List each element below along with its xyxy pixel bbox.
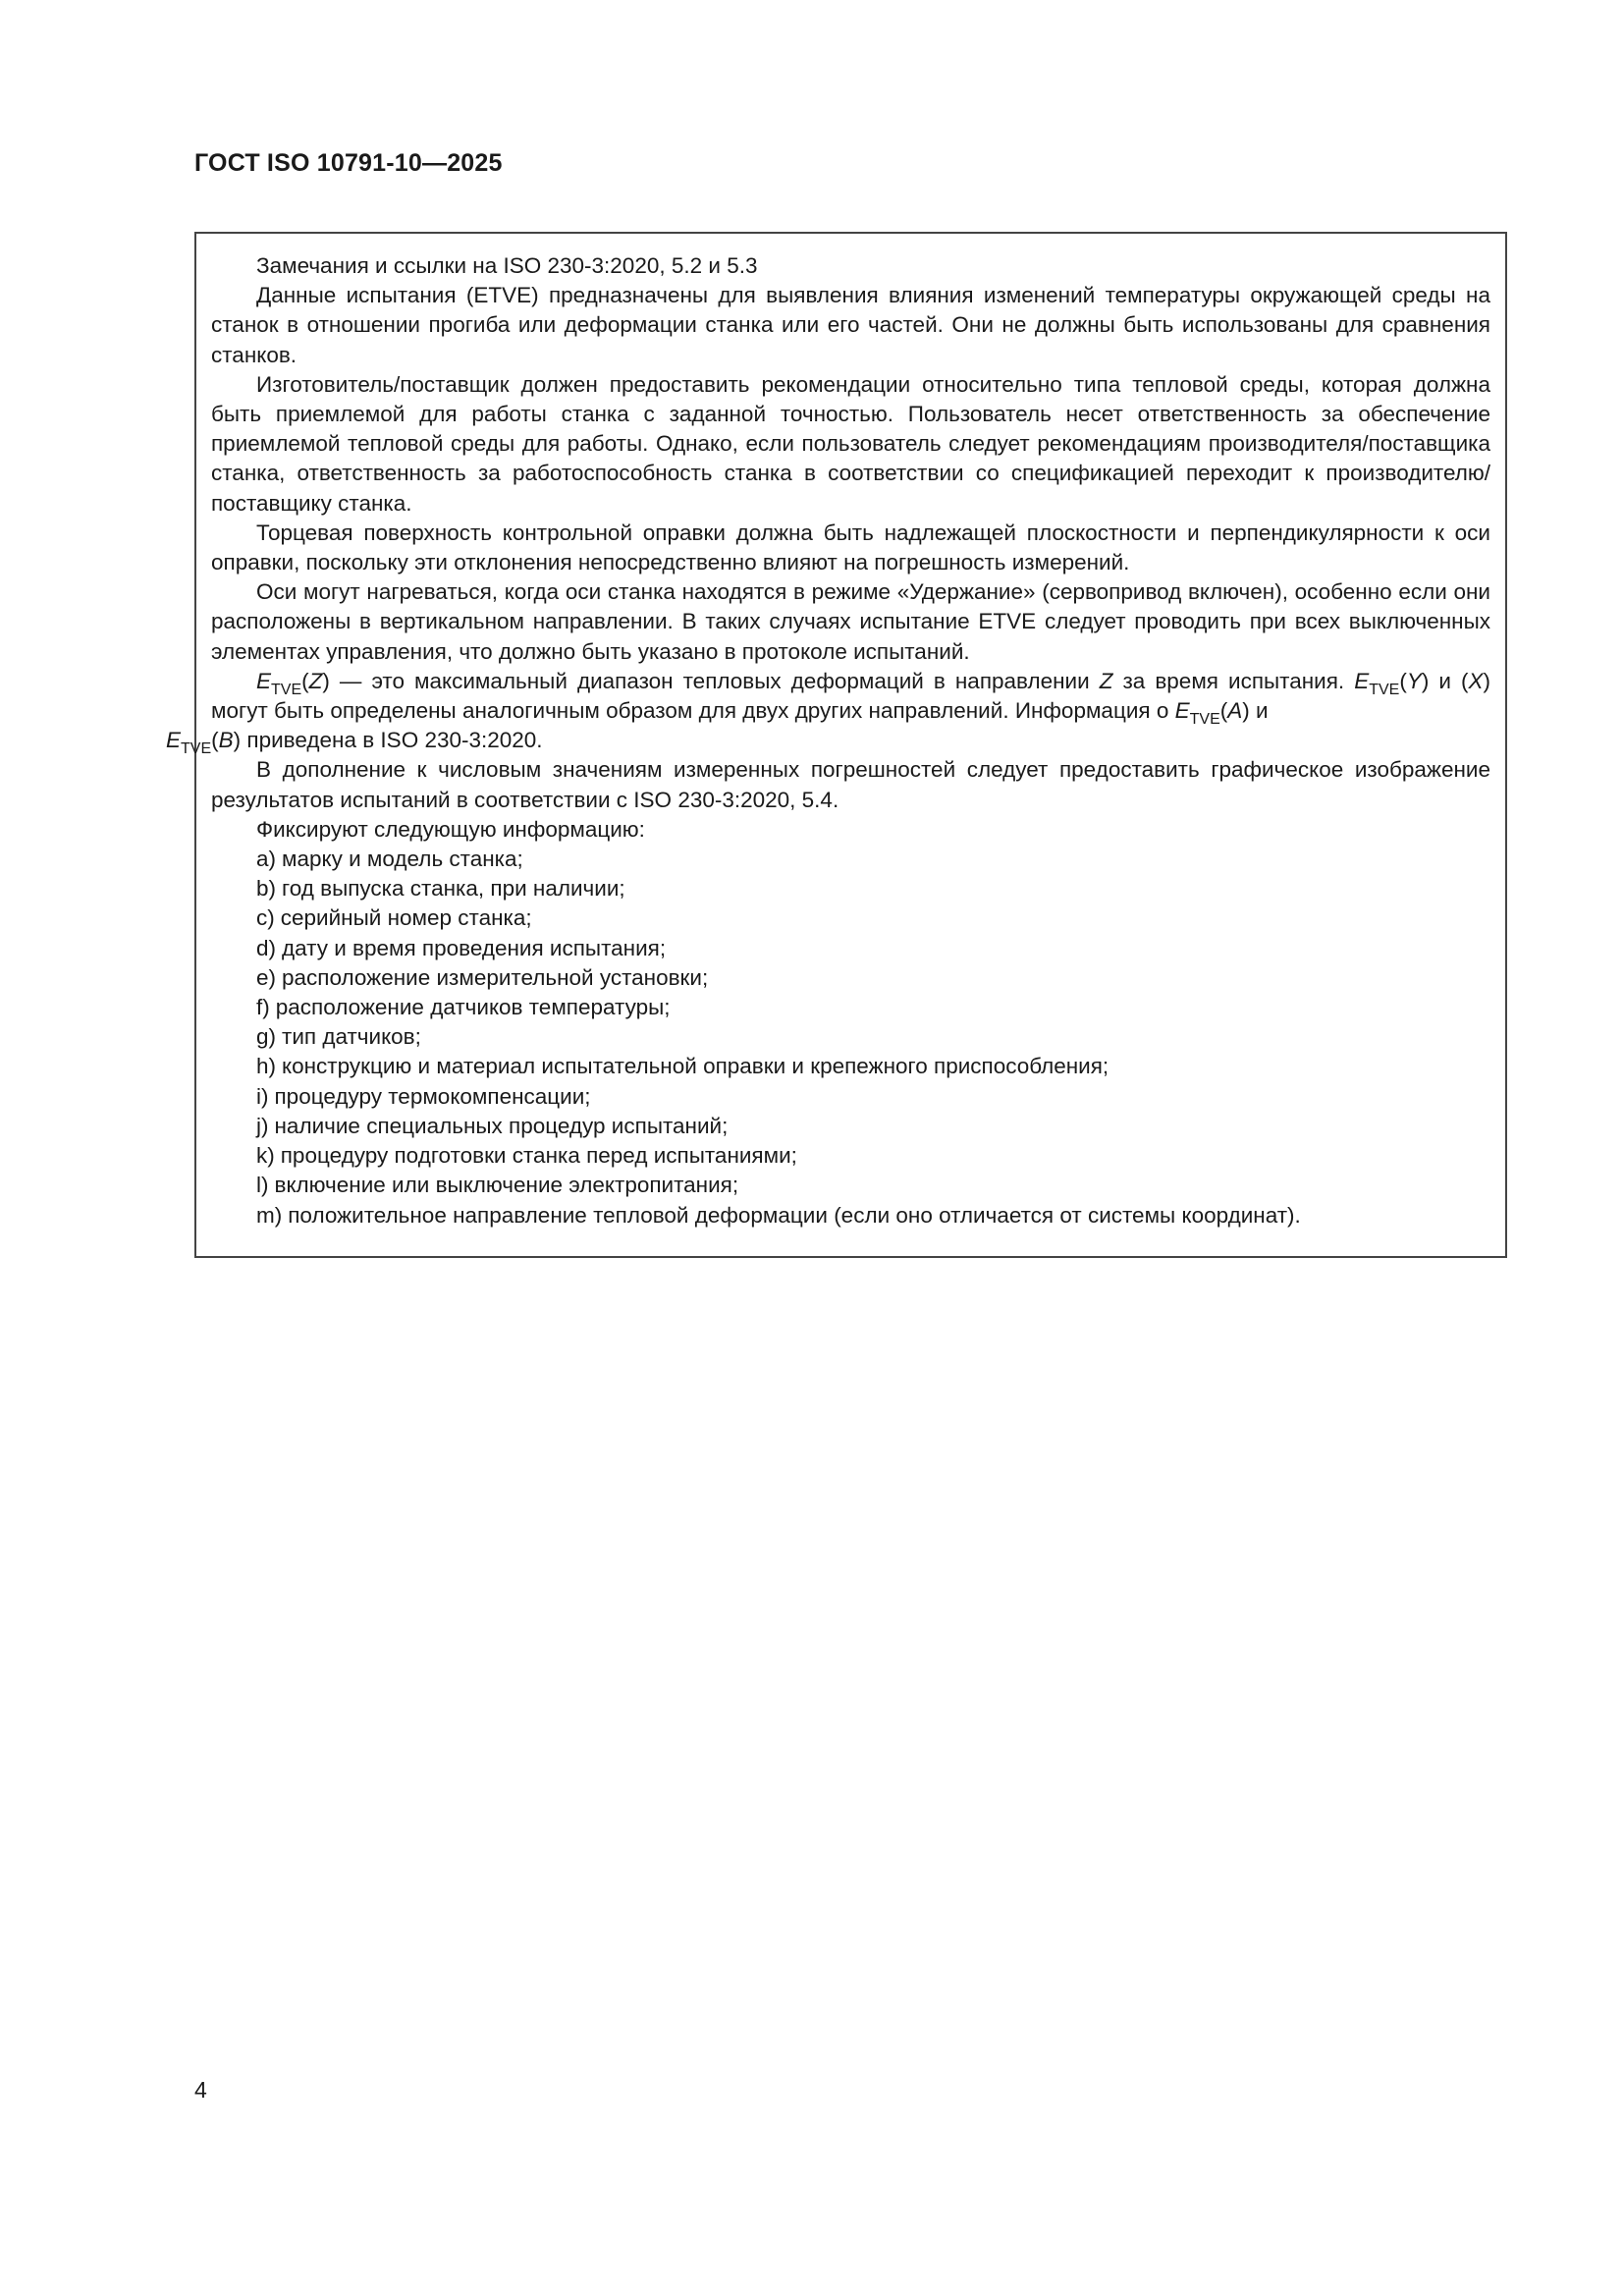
list-item [211, 1141, 1490, 1171]
list-item [211, 934, 1490, 963]
list-item-marker: g) [256, 1024, 277, 1050]
list-item-marker: e) [256, 964, 277, 990]
list-item-text: год выпуска станка, при наличии; [282, 876, 625, 902]
list-item [211, 845, 1490, 874]
list-item-marker: b) [256, 876, 277, 902]
symbol-e: E [1174, 698, 1190, 724]
subscript-tve: TVE [1369, 681, 1400, 698]
subscript-tve: TVE [181, 740, 212, 758]
list-item-marker: l) [256, 1173, 269, 1198]
list-item-text: положительное направление тепловой деформации (если оно отличается от системы координат). [288, 1202, 1301, 1228]
symbol-a-arg: A [1227, 698, 1243, 724]
symbol-y-arg: Y [1406, 668, 1422, 693]
list-item-marker: m) [256, 1202, 283, 1228]
list-item [211, 1171, 1490, 1200]
list-item-text: марку и модель станка; [282, 847, 523, 872]
list-item-text: тип датчиков; [282, 1024, 421, 1050]
list-item [211, 1112, 1490, 1141]
info-list [211, 845, 1490, 1230]
symbol-e: E [256, 668, 272, 693]
symbol-e: E [1354, 668, 1370, 693]
list-item-text: включение или выключение электропитания; [274, 1173, 739, 1198]
note-box [166, 232, 1507, 1258]
list-item-marker: c) [256, 905, 275, 931]
list-item [211, 1052, 1490, 1081]
document-header: ГОСТ ISO 10791-10—2025 [194, 149, 503, 177]
list-intro: Фиксируют следующую информацию: [256, 816, 645, 842]
note-paragraph-5: $E_{TVE}(Z)$ — это максимальный диапазон тепловых деформаций в направлении Z за время испытания. $E_{TVE}(Y)$ и (X) могут быть определены аналогичным образом для двух других направлений. Информация о $E_{TVE}(A)$ и $E_{TVE}(B)$ приведена в ISO 230-3:2020. [166, 668, 1490, 758]
list-item [211, 1201, 1490, 1230]
note-paragraph-4: Оси могут нагреваться, когда оси станка находятся в режиме «Удержание» (сервопривод включен), особенно если они расположены в вертикальном направлении. В таких случаях испытание ETVE следует проводить при всех выключенных элементах управления, что должно быть указано в протоколе испытаний. [211, 579, 1490, 664]
symbol-b-arg: B [218, 728, 234, 753]
subscript-tve: TVE [271, 681, 302, 698]
list-item [211, 1082, 1490, 1112]
note-paragraph-2: Изготовитель/поставщик должен предоставить рекомендации относительно типа тепловой среды, которая должна быть приемлемой для работы станка с заданной точностью. Пользователь несет ответственность за обеспечение приемлемой тепловой среды для работы. Однако, если пользователь следует рекомендациям производителя/поставщика станка, ответственность за работоспособность станка в соответствии со спецификацией переходит к производителю/поставщику станка. [211, 371, 1490, 516]
list-item-marker: h) [256, 1054, 277, 1079]
note-paragraph-6: В дополнение к числовым значениям измеренных погрешностей следует предоставить графическое изображение результатов испытаний в соответствии с ISO 230-3:2020, 5.4. [211, 757, 1490, 812]
list-item [211, 903, 1490, 933]
note-paragraph-1: Данные испытания (ETVE) предназначены для выявления влияния изменений температуры окружающей среды на станок в отношении прогиба или деформации станка или его частей. Они не должны быть использованы для сравнения станков. [211, 283, 1490, 367]
symbol-z-dir: Z [1099, 668, 1113, 693]
symbol-z-arg: Z [308, 668, 323, 693]
list-item-text: конструкцию и материал испытательной оправки и крепежного приспособления; [282, 1054, 1109, 1079]
note-heading: Замечания и ссылки на ISO 230-3:2020, 5.2 и 5.3 [256, 253, 758, 278]
symbol-x-arg: X [1468, 668, 1484, 693]
list-item [211, 963, 1490, 993]
list-item-marker: k) [256, 1143, 275, 1169]
list-item-marker: d) [256, 935, 277, 960]
list-item-text: расположение измерительной установки; [282, 964, 709, 990]
list-item-marker: f) [256, 995, 270, 1020]
list-item-text: дату и время проведения испытания; [282, 935, 667, 960]
list-item-text: наличие специальных процедур испытаний; [274, 1113, 729, 1138]
page-number: 4 [194, 2077, 207, 2103]
list-item-text: процедуру термокомпенсации; [274, 1083, 591, 1109]
list-item-text: процедуру подготовки станка перед испытаниями; [280, 1143, 797, 1169]
list-item-marker: j) [256, 1113, 269, 1138]
list-item [211, 1022, 1490, 1052]
list-item [211, 874, 1490, 903]
list-item [211, 993, 1490, 1022]
list-item-text: расположение датчиков температуры; [275, 995, 671, 1020]
subscript-tve: TVE [1189, 711, 1220, 729]
list-item-text: серийный номер станка; [280, 905, 532, 931]
symbol-e: E [166, 728, 182, 753]
list-item-marker: а) [256, 847, 277, 872]
list-item-marker: i) [256, 1083, 269, 1109]
note-paragraph-3: Торцевая поверхность контрольной оправки должна быть надлежащей плоскостности и перпендикулярности к оси оправки, поскольку эти отклонения непосредственно влияют на погрешность измерений. [211, 519, 1490, 575]
